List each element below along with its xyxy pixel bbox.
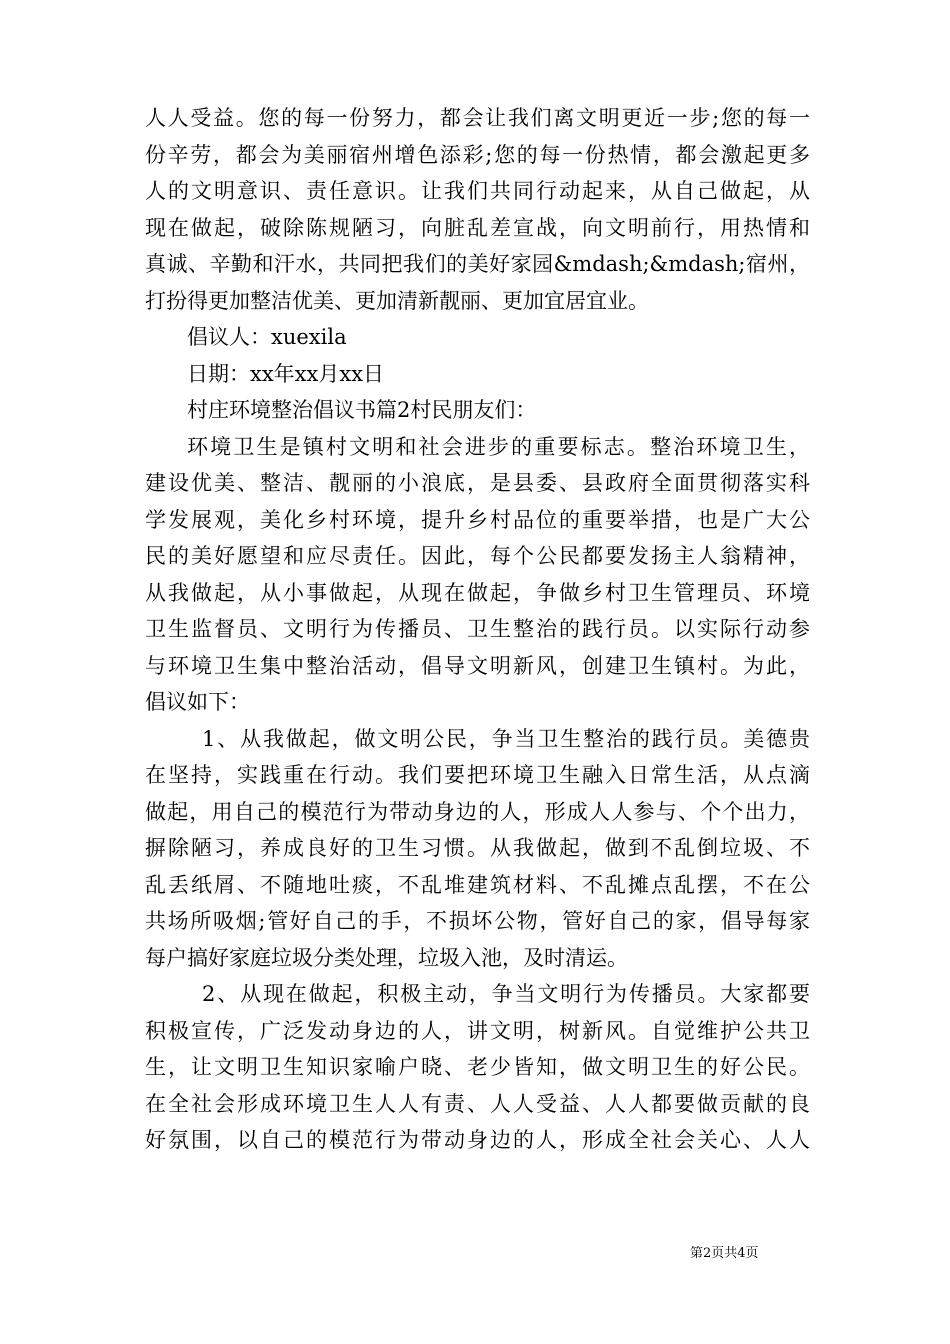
text-line: 共场所吸烟;管好自己的手，不损坏公物，管好自己的家，倡导每家 xyxy=(145,909,810,933)
text-line: 在全社会形成环境卫生人人有责、人人受益、人人都要做贡献的良 xyxy=(145,1091,810,1116)
text-line: 每户搞好家庭垃圾分类处理，垃圾入池，及时清运。 xyxy=(145,945,628,970)
text-line: 做起，用自己的模范行为带动身边的人，形成人人参与、个个出力， xyxy=(145,799,810,824)
text-line: 真诚、辛勤和汗水，共同把我们的美好家园&mdash;&mdash;宿州， xyxy=(145,252,810,276)
text-line: 人人受益。您的每一份努力，都会让我们离文明更近一步;您的每一 xyxy=(145,106,810,130)
text-line: 从我做起，从小事做起，从现在做起，争做乡村卫生管理员、环境 xyxy=(145,580,810,605)
text-line: 生，让文明卫生知识家喻户晓、老少皆知，做文明卫生的好公民。 xyxy=(145,1055,810,1079)
text-line: 卫生监督员、文明行为传播员、卫生整治的践行员。以实际行动参 xyxy=(145,617,810,641)
text-line: 摒除陋习，养成良好的卫生习惯。从我做起，做到不乱倒垃圾、不 xyxy=(145,836,810,860)
date-line: 日期：xx年xx月xx日 xyxy=(187,361,385,386)
proposer-line: 倡议人：xuexila xyxy=(187,325,347,349)
text-line: 现在做起，破除陈规陋习，向脏乱差宣战，向文明前行，用热情和 xyxy=(145,215,810,240)
text-line: 与环境卫生集中整治活动，倡导文明新风，创建卫生镇村。为此， xyxy=(145,653,810,678)
text-line: 人的文明意识、责任意识。让我们共同行动起来，从自己做起，从 xyxy=(145,179,810,203)
text-line: 打扮得更加整洁优美、更加清新靓丽、更加宜居宜业。 xyxy=(145,288,649,313)
document-body xyxy=(145,100,810,1159)
text-line: 环境卫生是镇村文明和社会进步的重要标志。整治环境卫生， xyxy=(187,434,810,459)
section-heading: 村庄环境整治倡议书篇2村民朋友们： xyxy=(187,398,537,422)
text-line: 积极宣传，广泛发动身边的人，讲文明，树新风。自觉维护公共卫 xyxy=(145,1018,810,1043)
text-line: 倡议如下： xyxy=(145,690,250,714)
text-line: 学发展观，美化乡村环境，提升乡村品位的重要举措，也是广大公 xyxy=(145,507,810,532)
page-number: 第2页共4页 xyxy=(690,1246,759,1261)
text-line: 份辛劳，都会为美丽宿州增色添彩;您的每一份热情，都会激起更多 xyxy=(145,142,810,167)
list-item-2: 2、从现在做起，积极主动，争当文明行为传播员。大家都要 xyxy=(202,982,810,1006)
text-line: 民的美好愿望和应尽责任。因此，每个公民都要发扬主人翁精神， xyxy=(145,544,810,568)
text-line: 乱丢纸屑、不随地吐痰，不乱堆建筑材料、不乱摊点乱摆，不在公 xyxy=(145,872,810,897)
text-line: 在坚持，实践重在行动。我们要把环境卫生融入日常生活，从点滴 xyxy=(145,763,810,787)
text-line: 好氛围，以自己的模范行为带动身边的人，形成全社会关心、人人 xyxy=(145,1128,810,1152)
text-line: 建设优美、整洁、靓丽的小浪底，是县委、县政府全面贯彻落实科 xyxy=(145,471,810,495)
list-item-1: 1、从我做起，做文明公民，争当卫生整治的践行员。美德贵 xyxy=(202,726,810,751)
